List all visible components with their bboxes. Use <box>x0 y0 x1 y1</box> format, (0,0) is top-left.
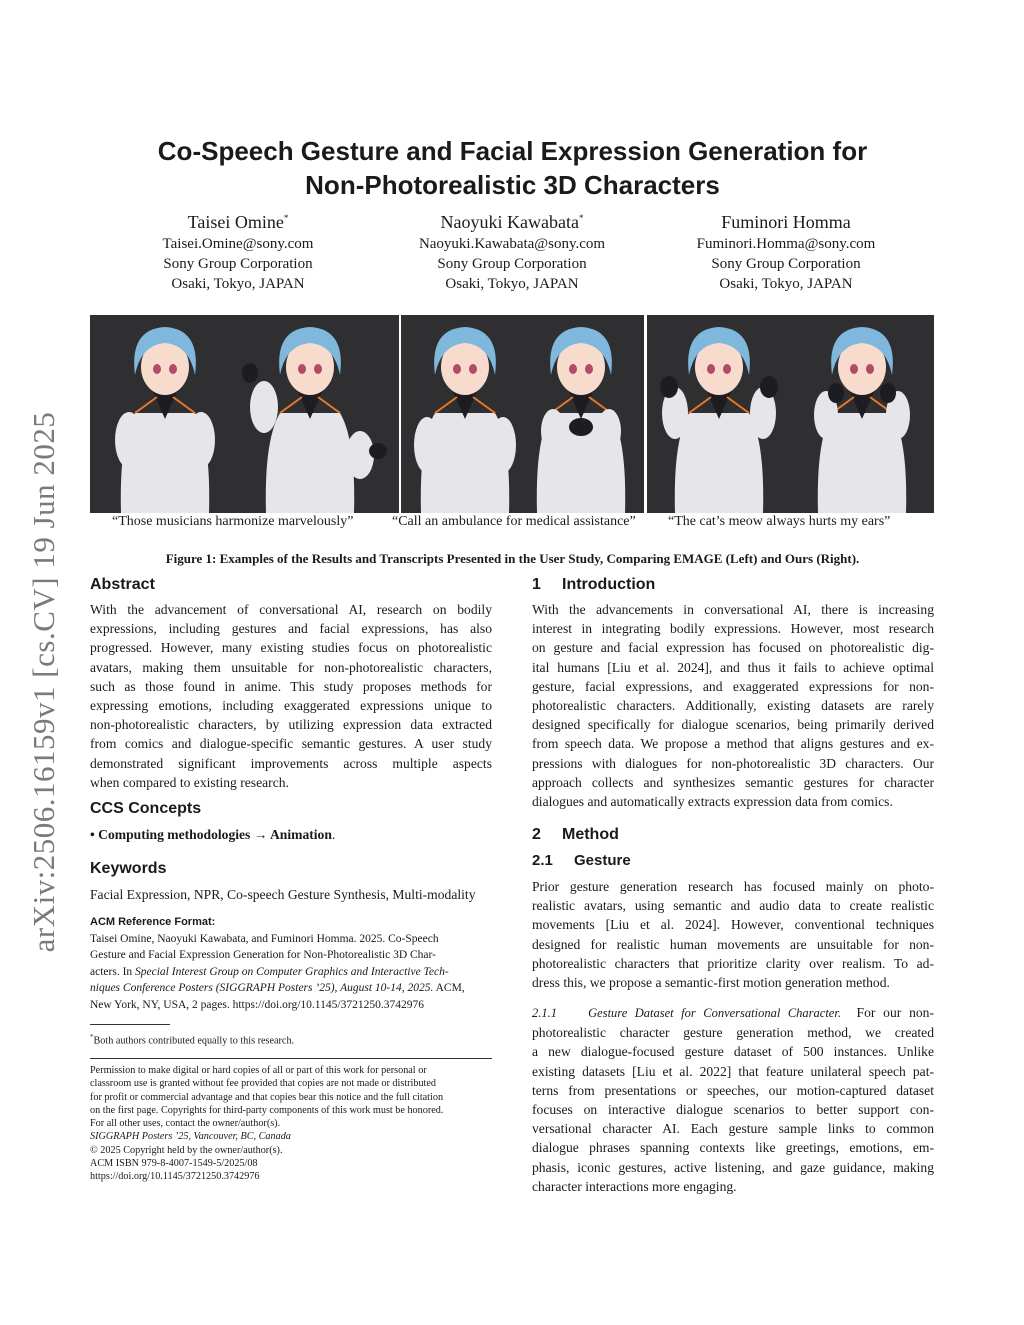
paper-title: Co-Speech Gesture and Facial Expression Generation for Non-Photorealistic 3D Characters <box>157 136 868 200</box>
gesture-heading: 2.1 Gesture <box>532 852 631 869</box>
character-render-ours <box>242 327 387 513</box>
gesture-text: Prior gesture generation research has focused mainly on photo- realistic avatars, using semantic and audio data to create realistic movements [Liu et al. 2024]. However, conventional techniques designed for realistic human movements are unsuitable for non- photorealistic characters that prioritize clarity over realism. To ad- dress this, we propose a semantic-first motion generation method. <box>532 879 934 991</box>
abstract-text: With the advancement of conversational AI, research on bodily expressions, including gestures and facial expressions, has also progressed. However, many existing studies focus on photorealistic avatars, making them unsuitable for non-photorealistic characters, such as those found in anime. This study proposes methods for expressing emotions, including exaggerated expressions unique to non-photorealistic characters, by utilizing expression data extracted from comics and dialogue-specific semantic gestures. A user study demonstrated significant improvements across multiple aspects when compared to existing research. <box>90 602 492 790</box>
character-render-emage <box>115 327 215 513</box>
character-render-ours <box>537 327 625 513</box>
keywords-heading: Keywords <box>90 860 167 877</box>
permission-block: Permission to make digital or hard copies of all or part of this work for personal or classroom use is granted without fee provided that copies are not made or distributed for profit or commercial advantage and that copies bear this notice and the full citation on the first page. Copyrights for third-party components of this work must be honored. For all other uses, contact the owner/author(s). SIGGRAPH Posters ’25, Vancouver, BC, Canada © 2025 Copyright held by the owner/author(s). ACM ISBN 979-8-4007-1549-5/2025/08 https://doi.org/10.1145/3721250.3742976 <box>90 1064 492 1184</box>
ccs-concepts: • Computing methodologies → Animation. <box>90 827 336 842</box>
author-block: Naoyuki Kawabata* Naoyuki.Kawabata@sony.com Sony Group Corporation Osaki, Tokyo, JAPAN <box>382 210 642 294</box>
author-email: Naoyuki.Kawabata@sony.com <box>418 236 606 252</box>
ccs-heading: CCS Concepts <box>90 800 202 817</box>
character-render-ours <box>814 327 910 513</box>
introduction-heading: 1 Introduction <box>532 576 656 593</box>
figure-transcript: “Those musicians harmonize marvelously” <box>112 514 354 529</box>
dataset-text: 2.1.1 Gesture Dataset for Conversational Character. For our non- photorealistic character gesture generation method, we created a new dialogue-focused gesture dataset of 500 instances. Unlike existing datasets [Liu et al. 2022] that feature unilateral speech pat- terns from presentations or speeches, our motion-captured dataset focuses on interactive dialogue scenarios to better support con- versational character AI. Each gesture sample links to common dialogue phrases spanning contexts like greetings, emotions, em- phasis, iconic gestures, active listening, and gaze guidance, making character interactions more engaging. <box>532 1005 934 1194</box>
abstract-heading: Abstract <box>90 576 155 593</box>
author-email: Fuminori.Homma@sony.com <box>696 236 876 252</box>
figure-panel-3 <box>647 315 934 513</box>
figure-caption: Figure 1: Examples of the Results and Transcripts Presented in the User Study, Comparing EMAGE (Left) and Ours (Right). <box>165 551 860 566</box>
doi-link[interactable]: https://doi.org/10.1145/3721250.3742976 <box>90 1171 260 1183</box>
character-render-emage <box>414 327 516 513</box>
footnote: *Both authors contributed equally to this research. <box>90 1033 295 1047</box>
acm-reference: ACM Reference Format: Taisei Omine, Naoyuki Kawabata, and Fuminori Homma. 2025. Co-Speech Gesture and Facial Expression Generation for Non-Photorealistic 3D Char- acters. In Special Interest Group on Computer Graphics and Interactive Tech- niques Conference Posters (SIGGRAPH Posters ’25), August 10-14, 2025. ACM, New York, NY, USA, 2 pages. https://doi.org/10.1145/3721250.3742976 <box>90 916 465 1011</box>
introduction-text: With the advancements in conversational AI, there is increasing interest in integrating bodily expressions. However, most research on gesture and facial expression has focused on photorealistic dig- ital humans [Liu et al. 2024], and thus it fails to achieve optimal gesture, facial expressions, and exaggerated expressions for non- photorealistic characters. Additionally, existing datasets are rarely designed specifically for dialogue scenarios, being primarily derived from speech data. We propose a method that aligns gestures and ex- pressions with dialogues for non-photorealistic 3D characters. Our approach collects and synthesizes semantic gestures for character dialogues and automatically extracts expression data from comics. <box>532 602 934 810</box>
figure-panel-1 <box>90 315 399 513</box>
permission-rule <box>90 1058 492 1059</box>
footnote-rule <box>90 1024 170 1025</box>
figure-transcript: “Call an ambulance for medical assistance” <box>392 514 636 529</box>
figure-transcript: “The cat’s meow always hurts my ears” <box>668 514 891 529</box>
author-block: Fuminori Homma Fuminori.Homma@sony.com Sony Group Corporation Osaki, Tokyo, JAPAN <box>656 210 916 294</box>
author-email: Taisei.Omine@sony.com <box>162 236 314 252</box>
keywords-text: Facial Expression, NPR, Co-speech Gesture Synthesis, Multi-modality <box>90 887 476 902</box>
method-heading: 2 Method <box>532 826 619 843</box>
author-block: Taisei Omine* Taisei.Omine@sony.com Sony Group Corporation Osaki, Tokyo, JAPAN <box>108 210 368 294</box>
figure-panel-2 <box>401 315 644 513</box>
arxiv-stamp: arXiv:2506.16159v1 [cs.CV] 19 Jun 2025 <box>26 411 61 953</box>
character-render-emage <box>660 327 778 513</box>
